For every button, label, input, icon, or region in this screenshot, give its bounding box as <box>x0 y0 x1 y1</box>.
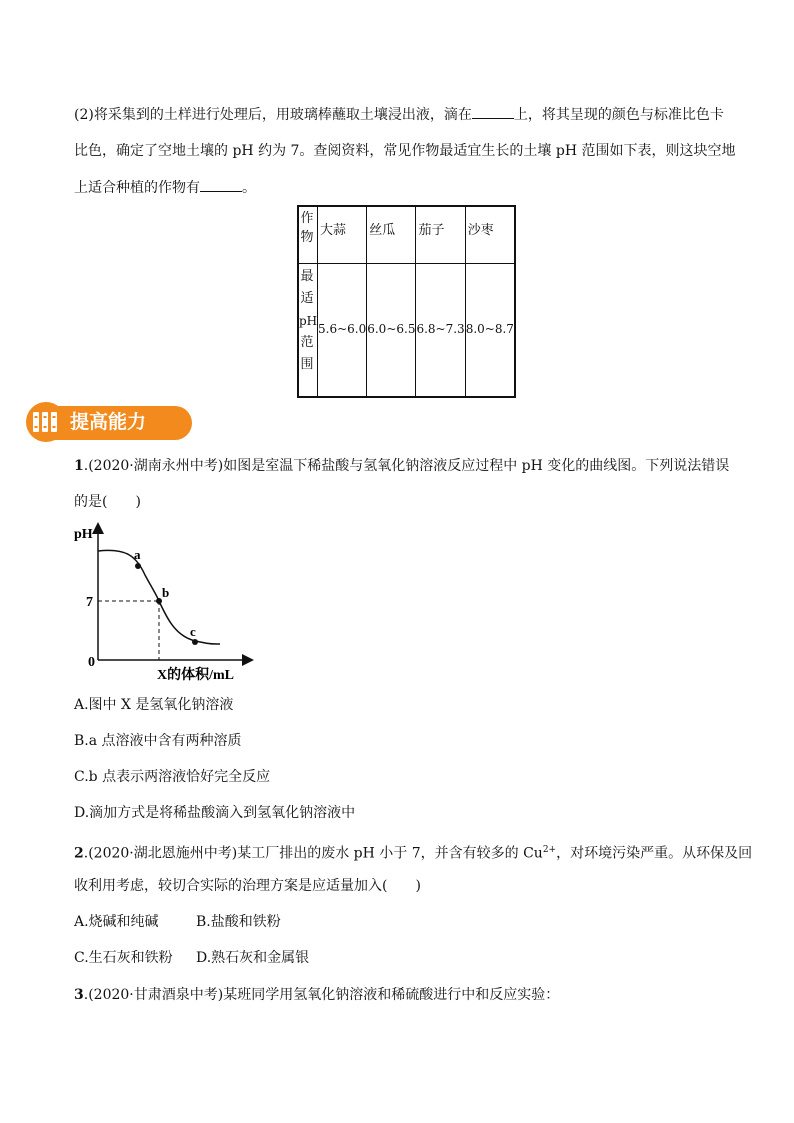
label-char: 围 <box>300 357 314 372</box>
label-char: 最 <box>300 269 314 284</box>
answer-blank-2[interactable] <box>200 177 242 192</box>
q1-option-b[interactable]: B.a 点溶液中含有两种溶质 <box>74 733 242 749</box>
table-cell-range-label <box>298 264 318 398</box>
table-cell-range <box>416 264 465 398</box>
cu-charge: 2+ <box>542 845 557 855</box>
q1-option-a[interactable]: A.图中 X 是氢氧化钠溶液 <box>74 697 234 713</box>
section-title: 提高能力 <box>70 411 147 433</box>
ph-range: 6.8~7.3 <box>416 322 465 336</box>
origin-label: 0 <box>88 655 95 670</box>
q2-text-a: .(2020·湖北恩施州中考)某工厂排出的废水 pH 小于 7，并含有较多的 Cu <box>83 845 543 862</box>
point-c <box>192 639 198 645</box>
table-cell-crop <box>318 206 367 264</box>
books-icon <box>32 411 58 433</box>
part2-line2: 比色，确定了空地土壤的 pH 约为 7。查阅资料，常见作物最适宜生长的土壤 pH 范围如下表，则这块空地 <box>74 143 736 159</box>
label-char: 物 <box>300 230 314 245</box>
q3-number: 3 <box>74 987 84 1003</box>
crop-ph-table <box>297 205 516 398</box>
q1-option-c[interactable]: C.b 点表示两溶液恰好完全反应 <box>74 769 271 785</box>
q3-text: .(2020·甘肃酒泉中考)某班同学用氢氧化钠溶液和稀硫酸进行中和反应实验： <box>83 987 560 1003</box>
ph-range: 6.0~6.5 <box>367 322 416 336</box>
answer-blank-1[interactable] <box>472 104 514 119</box>
part2-text-b: 上，将其呈现的颜色与标准比色卡 <box>513 107 724 123</box>
q3-line1 <box>74 985 559 1005</box>
q2-number: 2 <box>74 845 84 862</box>
label-char: pH <box>299 314 318 328</box>
table-cell-range <box>367 264 416 398</box>
crop-name: 沙枣 <box>467 223 494 238</box>
section-banner <box>24 402 170 442</box>
q1-text: .(2020·湖南永州中考)如图是室温下稀盐酸与氢氧化钠溶液反应过程中 pH 变化的曲线图。下列说法错误 <box>83 458 730 474</box>
y-axis-label: pH <box>74 527 93 542</box>
q2-option-d[interactable]: D.熟石灰和金属银 <box>196 950 310 966</box>
y-tick-label: 7 <box>86 595 93 610</box>
q2-line1 <box>74 840 752 864</box>
part2-line1 <box>74 104 724 125</box>
q1-line1 <box>74 456 729 476</box>
part2-line3 <box>74 177 256 198</box>
table-cell-crop <box>367 206 416 264</box>
part2-text-c: 上适合种植的作物有 <box>74 180 200 196</box>
table-cell-crop <box>465 206 515 264</box>
part2-text-a: (2)将采集到的土样进行处理后，用玻璃棒蘸取土壤浸出液，滴在 <box>74 107 472 123</box>
q2-option-a[interactable]: A.烧碱和纯碱 <box>74 914 159 930</box>
q1-option-d[interactable]: D.滴加方式是将稀盐酸滴入到氢氧化钠溶液中 <box>74 805 356 821</box>
point-a-label: a <box>134 547 141 562</box>
q2-option-c[interactable]: C.生石灰和铁粉 <box>74 950 173 966</box>
ph-range: 8.0~8.7 <box>465 322 514 336</box>
label-char: 作 <box>300 211 314 226</box>
table-value-row <box>298 264 515 398</box>
part2-text-d: 。 <box>242 180 256 196</box>
q1-line2: 的是( ) <box>74 494 141 510</box>
table-header-row <box>298 206 515 264</box>
table-cell-crop-label <box>298 206 318 264</box>
q2-option-b[interactable]: B.盐酸和铁粉 <box>196 914 281 930</box>
crop-name: 丝瓜 <box>369 223 396 238</box>
table-cell-crop <box>416 206 465 264</box>
label-char: 范 <box>300 335 314 350</box>
crop-name: 茄子 <box>418 223 445 238</box>
q2-text-b: ，对环境污染严重。从环保及回 <box>556 845 753 862</box>
ph-range: 5.6~6.0 <box>318 322 367 336</box>
q1-number: 1 <box>74 458 84 474</box>
ph-curve-chart <box>70 520 260 685</box>
label-char: 适 <box>300 291 314 306</box>
point-c-label: c <box>190 624 196 639</box>
crop-name: 大蒜 <box>320 223 347 238</box>
x-axis-label: X的体积/mL <box>157 668 234 683</box>
point-b-label: b <box>162 585 170 600</box>
q2-line2: 收利用考虑，较切合实际的治理方案是应适量加入( ) <box>74 878 421 894</box>
table-cell-range <box>465 264 515 398</box>
table-cell-range <box>318 264 367 398</box>
point-a <box>135 563 141 569</box>
